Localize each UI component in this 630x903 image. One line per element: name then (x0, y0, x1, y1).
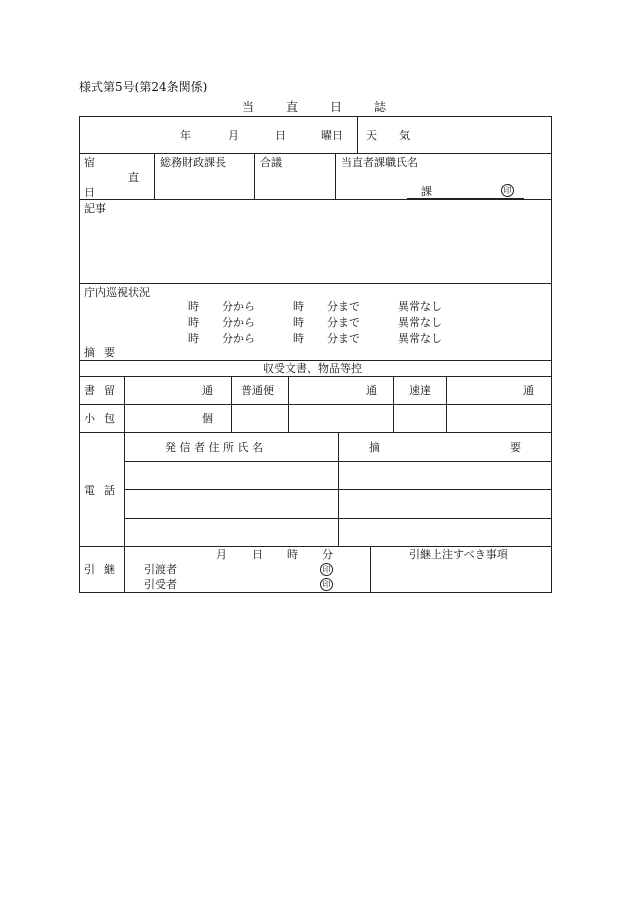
divider (124, 376, 125, 432)
duty-officer-name-label: 当直者課職氏名 (341, 156, 418, 169)
remarks-label: 記事 (84, 202, 106, 215)
hour-label: 時 (293, 316, 304, 329)
parcel-label-1: 小 (84, 412, 95, 425)
divider (79, 432, 552, 433)
minute-label: 分 (322, 548, 333, 561)
title-char-1: 当 (242, 100, 255, 114)
hour-label: 時 (188, 332, 199, 345)
parcel-label-2: 包 (104, 412, 115, 425)
divider (124, 432, 125, 546)
no-abnormality-label: 異常なし (398, 300, 442, 313)
count-unit: 通 (366, 384, 377, 397)
handover-label-1: 引 (84, 563, 95, 576)
count-unit: 通 (523, 384, 534, 397)
handover-receiver-label: 引受者 (144, 578, 177, 591)
phone-label-1: 電 (84, 484, 95, 497)
title-char-3: 日 (330, 100, 343, 114)
weather-label-2: 気 (399, 129, 410, 142)
handover-notes-label: 引継上注すべき事項 (409, 548, 508, 561)
weather-label-1: 天 (366, 129, 377, 142)
divider (79, 283, 552, 284)
weekday-label: 曜日 (321, 129, 343, 142)
hour-label: 時 (188, 316, 199, 329)
general-affairs-chief-label: 総務財政課長 (160, 156, 226, 169)
name-underline (407, 198, 524, 199)
month-label: 月 (216, 548, 227, 561)
express-mail-label: 速達 (409, 384, 431, 397)
no-abnormality-label: 異常なし (398, 332, 442, 345)
handover-giver-label: 引渡者 (144, 563, 177, 576)
summary-label-2: 要 (104, 346, 115, 359)
seal-mark: 印 (320, 563, 333, 576)
divider (393, 376, 394, 432)
registered-mail-label-1: 書 (84, 384, 95, 397)
divider (338, 432, 339, 546)
call-summary-header-1: 摘 (369, 441, 380, 454)
until-minute-label: 分まで (327, 300, 360, 313)
seal-mark: 印 (320, 578, 333, 591)
form-border (79, 116, 552, 593)
summary-label-1: 摘 (84, 346, 95, 359)
divider (79, 199, 552, 200)
hour-label: 時 (287, 548, 298, 561)
duty-type-nichi: 日 (84, 186, 95, 199)
hour-label: 時 (188, 300, 199, 313)
divider (370, 546, 371, 593)
seal-mark: 印 (501, 184, 514, 197)
handover-label-2: 継 (104, 563, 115, 576)
count-unit: 通 (202, 384, 213, 397)
hour-label: 時 (293, 332, 304, 345)
ordinary-mail-label: 普通便 (241, 384, 274, 397)
divider (446, 376, 447, 432)
title-char-2: 直 (286, 100, 299, 114)
caller-header: 発 信 者 住 所 氏 名 (165, 441, 263, 454)
divider (79, 546, 552, 547)
section-label: 課 (421, 185, 432, 198)
year-label: 年 (180, 129, 191, 142)
item-unit: 個 (202, 412, 213, 425)
until-minute-label: 分まで (327, 332, 360, 345)
divider (254, 153, 255, 199)
divider (288, 376, 289, 432)
phone-label-2: 話 (104, 484, 115, 497)
hour-label: 時 (293, 300, 304, 313)
until-minute-label: 分まで (327, 316, 360, 329)
divider (124, 546, 125, 593)
day-label: 日 (275, 129, 286, 142)
consultation-label: 合議 (260, 156, 282, 169)
divider (79, 360, 552, 361)
divider (335, 153, 336, 199)
duty-type-choku: 直 (128, 171, 139, 184)
duty-type-shuku: 宿 (84, 156, 95, 169)
registered-mail-label-2: 留 (104, 384, 115, 397)
call-summary-header-2: 要 (510, 441, 521, 454)
divider (154, 153, 155, 199)
month-label: 月 (228, 129, 239, 142)
from-minute-label: 分から (222, 316, 255, 329)
divider (79, 153, 552, 154)
form-number: 様式第5号(第24条関係) (79, 80, 208, 94)
from-minute-label: 分から (222, 300, 255, 313)
patrol-status-label: 庁内巡視状況 (84, 286, 150, 299)
divider (79, 376, 552, 377)
day-label: 日 (252, 548, 263, 561)
title-char-4: 誌 (374, 100, 387, 114)
divider (357, 116, 358, 153)
from-minute-label: 分から (222, 332, 255, 345)
divider (79, 404, 552, 405)
divider (231, 376, 232, 432)
no-abnormality-label: 異常なし (398, 316, 442, 329)
received-items-heading: 収受文書、物品等控 (263, 362, 362, 375)
